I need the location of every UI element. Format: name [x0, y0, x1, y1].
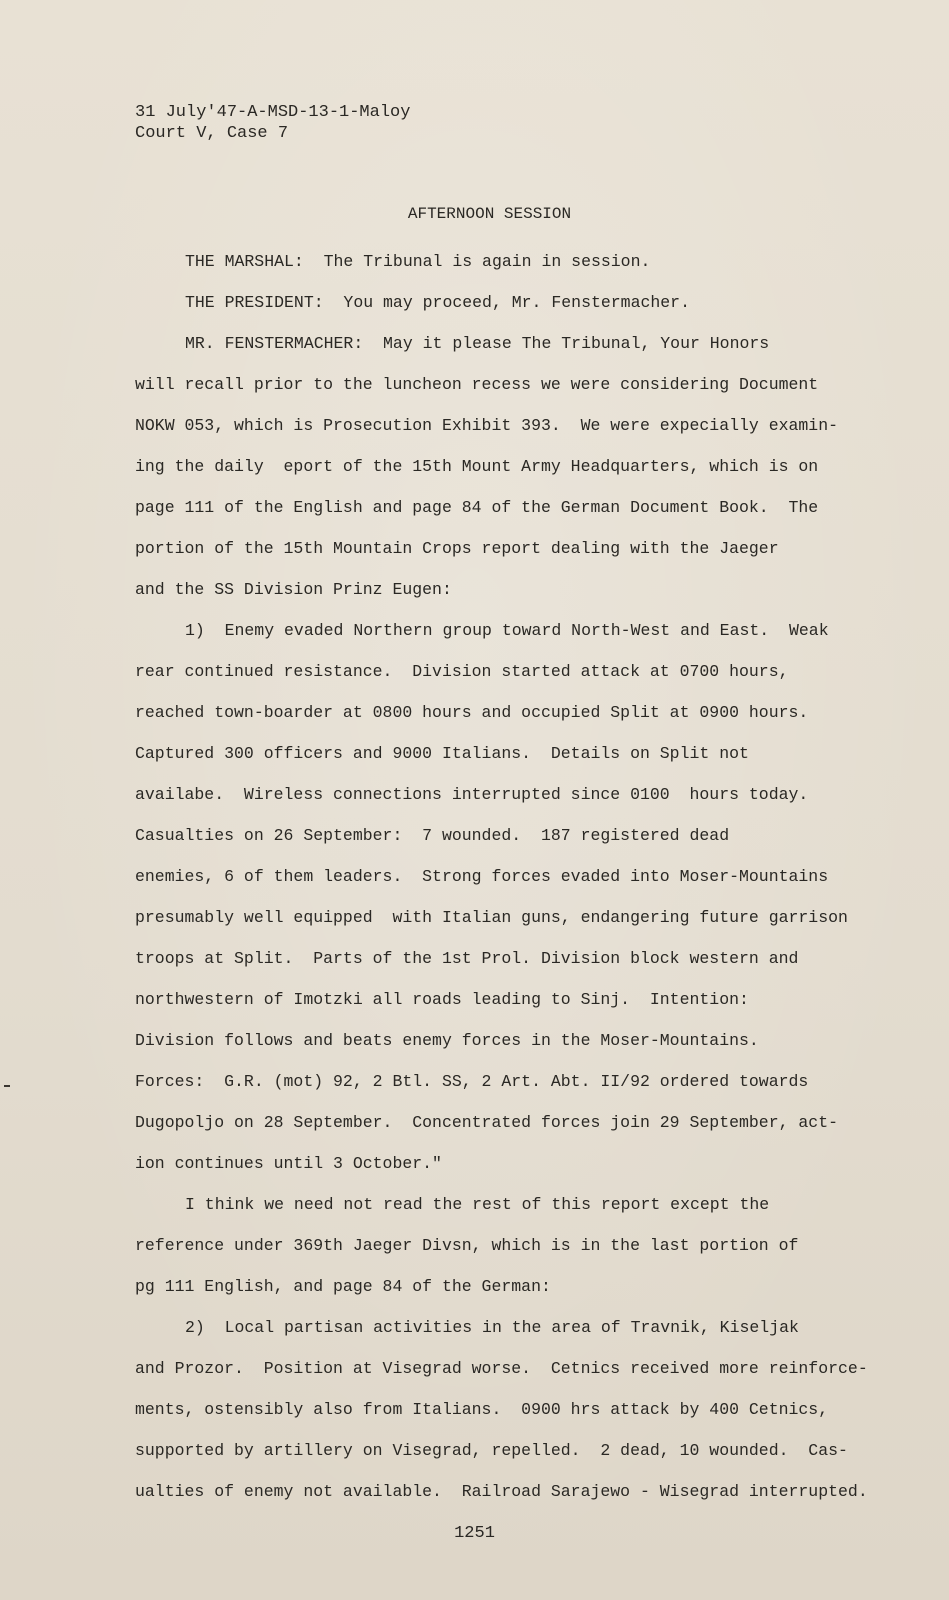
text-line: rear continued resistance. Division started attack at 0700 hours, [135, 662, 789, 681]
text-line: pg 111 English, and page 84 of the German: [135, 1277, 551, 1296]
transcript-body [135, 241, 875, 1512]
text-line: Captured 300 officers and 9000 Italians. Details on Split not [135, 744, 749, 763]
session-title: AFTERNOON SESSION [407, 205, 572, 223]
text-line: and Prozor. Position at Visegrad worse. Cetnics received more reinforce- [135, 1359, 868, 1378]
text-line: and the SS Division Prinz Eugen: [135, 580, 452, 599]
text-line: I think we need not read the rest of this report except the [185, 1195, 770, 1214]
text-line: Casualties on 26 September: 7 wounded. 187 registered dead [135, 826, 730, 845]
text-line: Division follows and beats enemy forces in the Moser-Mountains. [135, 1031, 759, 1050]
header-date-line: 31 July'47-A-MSD-13-1-Maloy [135, 103, 411, 122]
text-line: will recall prior to the luncheon recess we were considering Document [135, 375, 819, 394]
report-item-1: 1) Enemy evaded Northern group toward North-West and East. Weak [185, 621, 829, 640]
text-line: Forces: G.R. (mot) 92, 2 Btl. SS, 2 Art. Abt. II/92 ordered towards [135, 1072, 809, 1091]
report-item-2: 2) Local partisan activities in the area of Travnik, Kiseljak [185, 1318, 799, 1337]
speaker-line-marshal: THE MARSHAL: The Tribunal is again in session. [185, 252, 651, 271]
text-line: ing the daily eport of the 15th Mount Army Headquarters, which is on [135, 457, 819, 476]
text-line: enemies, 6 of them leaders. Strong forces evaded into Moser-Mountains [135, 867, 829, 886]
text-line: ments, ostensibly also from Italians. 0900 hrs attack by 400 Cetnics, [135, 1400, 829, 1419]
text-line: portion of the 15th Mountain Crops report dealing with the Jaeger [135, 539, 779, 558]
text-line: ion continues until 3 October." [135, 1154, 442, 1173]
header-court-line: Court V, Case 7 [135, 124, 289, 143]
page-number: 1251 [454, 1524, 495, 1543]
speaker-line-president: THE PRESIDENT: You may proceed, Mr. Fenstermacher. [185, 293, 690, 312]
text-line: northwestern of Imotzki all roads leading to Sinj. Intention: [135, 990, 749, 1009]
text-line: reached town-boarder at 0800 hours and occupied Split at 0900 hours. [135, 703, 809, 722]
text-line: ualties of enemy not available. Railroad Sarajewo - Wisegrad interrupted. [135, 1482, 868, 1501]
text-line: page 111 of the English and page 84 of the German Document Book. The [135, 498, 819, 517]
text-line: reference under 369th Jaeger Divsn, which is in the last portion of [135, 1236, 799, 1255]
text-line: availabe. Wireless connections interrupted since 0100 hours today. [135, 785, 809, 804]
text-line: supported by artillery on Visegrad, repelled. 2 dead, 10 wounded. Cas- [135, 1441, 848, 1460]
text-line: NOKW 053, which is Prosecution Exhibit 393. We were expecially examin- [135, 416, 839, 435]
speaker-line-fenstermacher: MR. FENSTERMACHER: May it please The Tribunal, Your Honors [185, 334, 770, 353]
document-header [135, 102, 410, 144]
text-line: troops at Split. Parts of the 1st Prol. Division block western and [135, 949, 799, 968]
text-line: Dugopoljo on 28 September. Concentrated forces join 29 September, act- [135, 1113, 839, 1132]
text-line: presumably well equipped with Italian guns, endangering future garrison [135, 908, 848, 927]
margin-tick-mark [4, 1085, 10, 1087]
